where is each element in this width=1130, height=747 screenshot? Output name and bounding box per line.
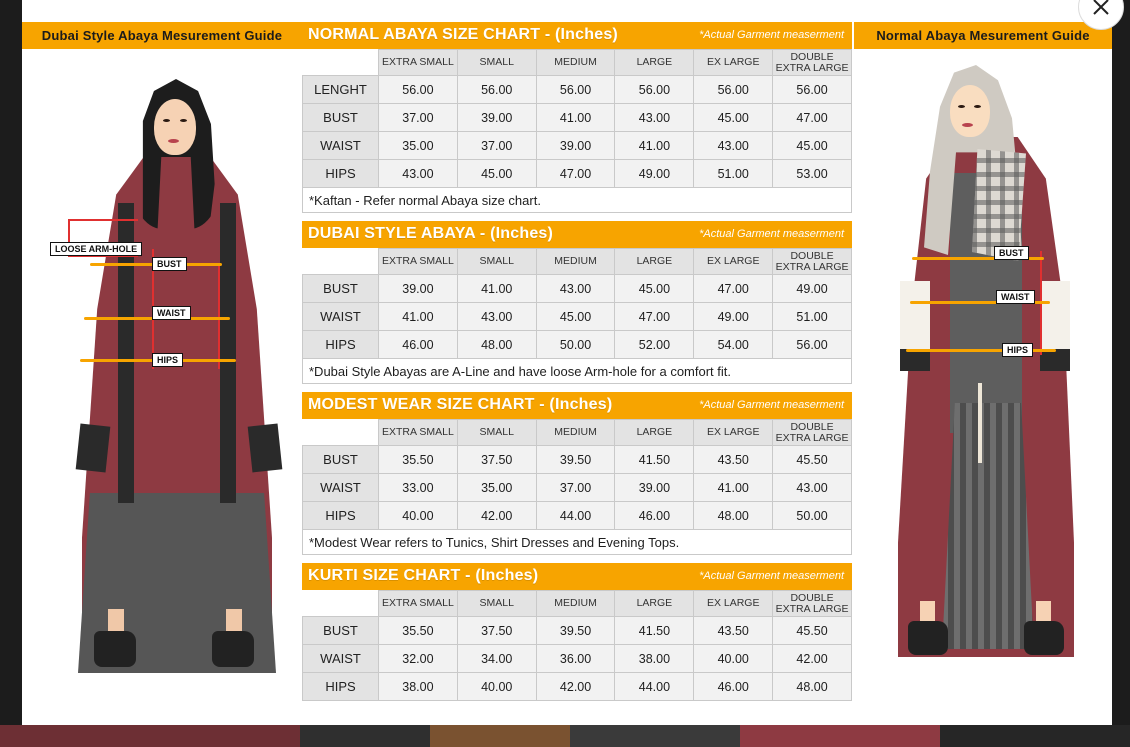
cell: 47.00 — [773, 104, 852, 132]
size-charts-column — [302, 22, 852, 701]
cell: 41.50 — [615, 446, 694, 474]
cell: 39.00 — [536, 132, 615, 160]
right-vertical-guide — [218, 263, 220, 369]
cell: 46.00 — [615, 502, 694, 530]
normal-abaya-figure — [854, 53, 1112, 683]
cell: 43.00 — [615, 104, 694, 132]
cell: 39.50 — [536, 617, 615, 645]
cell: 37.00 — [536, 474, 615, 502]
dubai-style-abaya-figure — [22, 53, 302, 683]
column-header: EX LARGE — [694, 420, 773, 446]
chart-title: DUBAI STYLE ABAYA - (Inches) — [308, 225, 554, 242]
thumbnail[interactable] — [740, 725, 940, 747]
waist-label: WAIST — [152, 306, 191, 320]
right-guide-panel — [854, 22, 1112, 712]
cell: 41.00 — [694, 474, 773, 502]
column-header: SMALL — [457, 50, 536, 76]
cell: 38.00 — [379, 673, 458, 701]
chart-kurti — [302, 563, 852, 701]
hips-label: HIPS — [152, 353, 183, 367]
cell: 50.00 — [773, 502, 852, 530]
arm-hole-label: LOOSE ARM-HOLE — [50, 242, 142, 256]
table-corner — [303, 420, 379, 446]
row-label: LENGHT — [303, 76, 379, 104]
cell: 56.00 — [773, 76, 852, 104]
cell: 40.00 — [379, 502, 458, 530]
column-header: LARGE — [615, 591, 694, 617]
column-header: DOUBLE EXTRA LARGE — [773, 249, 852, 275]
table-row — [303, 673, 852, 701]
chart-footnote: *Kaftan - Refer normal Abaya size chart. — [302, 188, 852, 213]
cell: 47.00 — [615, 303, 694, 331]
row-label: WAIST — [303, 303, 379, 331]
column-header: SMALL — [457, 591, 536, 617]
table-row — [303, 331, 852, 359]
table-row — [303, 502, 852, 530]
thumbnail[interactable] — [940, 725, 1130, 747]
chart-title: KURTI SIZE CHART - (Inches) — [308, 567, 539, 584]
viewer-right-frame — [1112, 0, 1130, 747]
cell: 34.00 — [457, 645, 536, 673]
cell: 47.00 — [536, 160, 615, 188]
cell: 33.00 — [379, 474, 458, 502]
right-panel-banner: Normal Abaya Mesurement Guide — [854, 22, 1112, 49]
cell: 53.00 — [773, 160, 852, 188]
cell: 32.00 — [379, 645, 458, 673]
row-label: HIPS — [303, 331, 379, 359]
chart-footnote: *Dubai Style Abayas are A-Line and have loose Arm-hole for a comfort fit. — [302, 359, 852, 384]
cell: 56.00 — [379, 76, 458, 104]
cell: 46.00 — [694, 673, 773, 701]
column-header: EX LARGE — [694, 591, 773, 617]
cell: 50.00 — [536, 331, 615, 359]
column-header: LARGE — [615, 50, 694, 76]
column-header: MEDIUM — [536, 420, 615, 446]
table-row — [303, 275, 852, 303]
left-panel-banner: Dubai Style Abaya Mesurement Guide — [22, 22, 302, 49]
chart-title: MODEST WEAR SIZE CHART - (Inches) — [308, 396, 613, 413]
cell: 56.00 — [694, 76, 773, 104]
chart-normal-abaya — [302, 22, 852, 213]
row-label: BUST — [303, 104, 379, 132]
row-label: BUST — [303, 275, 379, 303]
cell: 39.00 — [457, 104, 536, 132]
cell: 46.00 — [379, 331, 458, 359]
table-corner — [303, 591, 379, 617]
cell: 52.00 — [615, 331, 694, 359]
column-header: MEDIUM — [536, 591, 615, 617]
cell: 39.50 — [536, 446, 615, 474]
cell: 45.50 — [773, 617, 852, 645]
cell: 51.00 — [694, 160, 773, 188]
column-header: EXTRA SMALL — [379, 249, 458, 275]
cell: 41.00 — [379, 303, 458, 331]
column-header: EX LARGE — [694, 249, 773, 275]
cell: 35.50 — [379, 446, 458, 474]
hips-measure-line — [906, 349, 1056, 352]
cell: 35.50 — [379, 617, 458, 645]
cell: 45.00 — [694, 104, 773, 132]
cell: 49.00 — [694, 303, 773, 331]
cell: 48.00 — [694, 502, 773, 530]
cell: 41.00 — [536, 104, 615, 132]
cell: 51.00 — [773, 303, 852, 331]
viewer-left-frame — [0, 0, 22, 747]
thumbnail[interactable] — [0, 725, 300, 747]
cell: 44.00 — [615, 673, 694, 701]
row-label: BUST — [303, 446, 379, 474]
table-row — [303, 474, 852, 502]
table-row — [303, 76, 852, 104]
column-header: DOUBLE EXTRA LARGE — [773, 591, 852, 617]
table-row — [303, 303, 852, 331]
column-header: EXTRA SMALL — [379, 591, 458, 617]
cell: 48.00 — [773, 673, 852, 701]
column-header: MEDIUM — [536, 50, 615, 76]
row-label: WAIST — [303, 132, 379, 160]
cell: 42.00 — [457, 502, 536, 530]
table-row — [303, 104, 852, 132]
cell: 56.00 — [457, 76, 536, 104]
cell: 43.00 — [379, 160, 458, 188]
cell: 43.00 — [536, 275, 615, 303]
size-table — [302, 419, 852, 530]
column-header: EXTRA SMALL — [379, 50, 458, 76]
table-row — [303, 446, 852, 474]
row-label: HIPS — [303, 673, 379, 701]
cell: 56.00 — [615, 76, 694, 104]
cell: 48.00 — [457, 331, 536, 359]
bust-label: BUST — [994, 246, 1029, 260]
column-header: LARGE — [615, 249, 694, 275]
left-guide-panel — [22, 22, 302, 712]
row-label: HIPS — [303, 160, 379, 188]
size-table — [302, 590, 852, 701]
thumbnail[interactable] — [570, 725, 740, 747]
row-label: BUST — [303, 617, 379, 645]
chart-modest-wear — [302, 392, 852, 555]
thumbnail-strip[interactable] — [0, 725, 1130, 747]
chart-note: *Actual Garment measerment — [699, 29, 844, 41]
column-header: LARGE — [615, 420, 694, 446]
cell: 43.00 — [694, 132, 773, 160]
table-row — [303, 617, 852, 645]
cell: 44.00 — [536, 502, 615, 530]
column-header: EX LARGE — [694, 50, 773, 76]
thumbnail[interactable] — [430, 725, 570, 747]
hips-label: HIPS — [1002, 343, 1033, 357]
column-header: SMALL — [457, 249, 536, 275]
cell: 38.00 — [615, 645, 694, 673]
waist-label: WAIST — [996, 290, 1035, 304]
cell: 56.00 — [536, 76, 615, 104]
column-header: MEDIUM — [536, 249, 615, 275]
cell: 40.00 — [694, 645, 773, 673]
table-corner — [303, 50, 379, 76]
cell: 45.00 — [615, 275, 694, 303]
cell: 35.00 — [457, 474, 536, 502]
cell: 37.00 — [379, 104, 458, 132]
column-header: SMALL — [457, 420, 536, 446]
cell: 42.00 — [773, 645, 852, 673]
cell: 39.00 — [379, 275, 458, 303]
table-row — [303, 645, 852, 673]
bust-label: BUST — [152, 257, 187, 271]
table-row — [303, 160, 852, 188]
cell: 39.00 — [615, 474, 694, 502]
column-header: EXTRA SMALL — [379, 420, 458, 446]
cell: 35.00 — [379, 132, 458, 160]
cell: 36.00 — [536, 645, 615, 673]
table-corner — [303, 249, 379, 275]
row-label: HIPS — [303, 502, 379, 530]
cell: 43.00 — [457, 303, 536, 331]
row-label: WAIST — [303, 474, 379, 502]
size-table — [302, 248, 852, 359]
table-row — [303, 132, 852, 160]
chart-dubai-style-abaya — [302, 221, 852, 384]
cell: 43.00 — [773, 474, 852, 502]
cell: 43.50 — [694, 617, 773, 645]
cell: 49.00 — [615, 160, 694, 188]
cell: 47.00 — [694, 275, 773, 303]
cell: 37.50 — [457, 446, 536, 474]
chart-footnote: *Modest Wear refers to Tunics, Shirt Dresses and Evening Tops. — [302, 530, 852, 555]
cell: 42.00 — [536, 673, 615, 701]
cell: 54.00 — [694, 331, 773, 359]
cell: 41.50 — [615, 617, 694, 645]
chart-title: NORMAL ABAYA SIZE CHART - (Inches) — [308, 26, 618, 43]
row-label: WAIST — [303, 645, 379, 673]
cell: 45.00 — [773, 132, 852, 160]
column-header: DOUBLE EXTRA LARGE — [773, 420, 852, 446]
thumbnail[interactable] — [300, 725, 430, 747]
size-chart-sheet — [22, 0, 1112, 725]
cell: 45.00 — [536, 303, 615, 331]
cell: 37.00 — [457, 132, 536, 160]
cell: 41.00 — [457, 275, 536, 303]
column-header: DOUBLE EXTRA LARGE — [773, 50, 852, 76]
cell: 37.50 — [457, 617, 536, 645]
cell: 56.00 — [773, 331, 852, 359]
cell: 45.50 — [773, 446, 852, 474]
chart-note: *Actual Garment measerment — [699, 228, 844, 240]
cell: 49.00 — [773, 275, 852, 303]
cell: 43.50 — [694, 446, 773, 474]
cell: 45.00 — [457, 160, 536, 188]
cell: 40.00 — [457, 673, 536, 701]
chart-note: *Actual Garment measerment — [699, 570, 844, 582]
size-table — [302, 49, 852, 188]
cell: 41.00 — [615, 132, 694, 160]
chart-note: *Actual Garment measerment — [699, 399, 844, 411]
